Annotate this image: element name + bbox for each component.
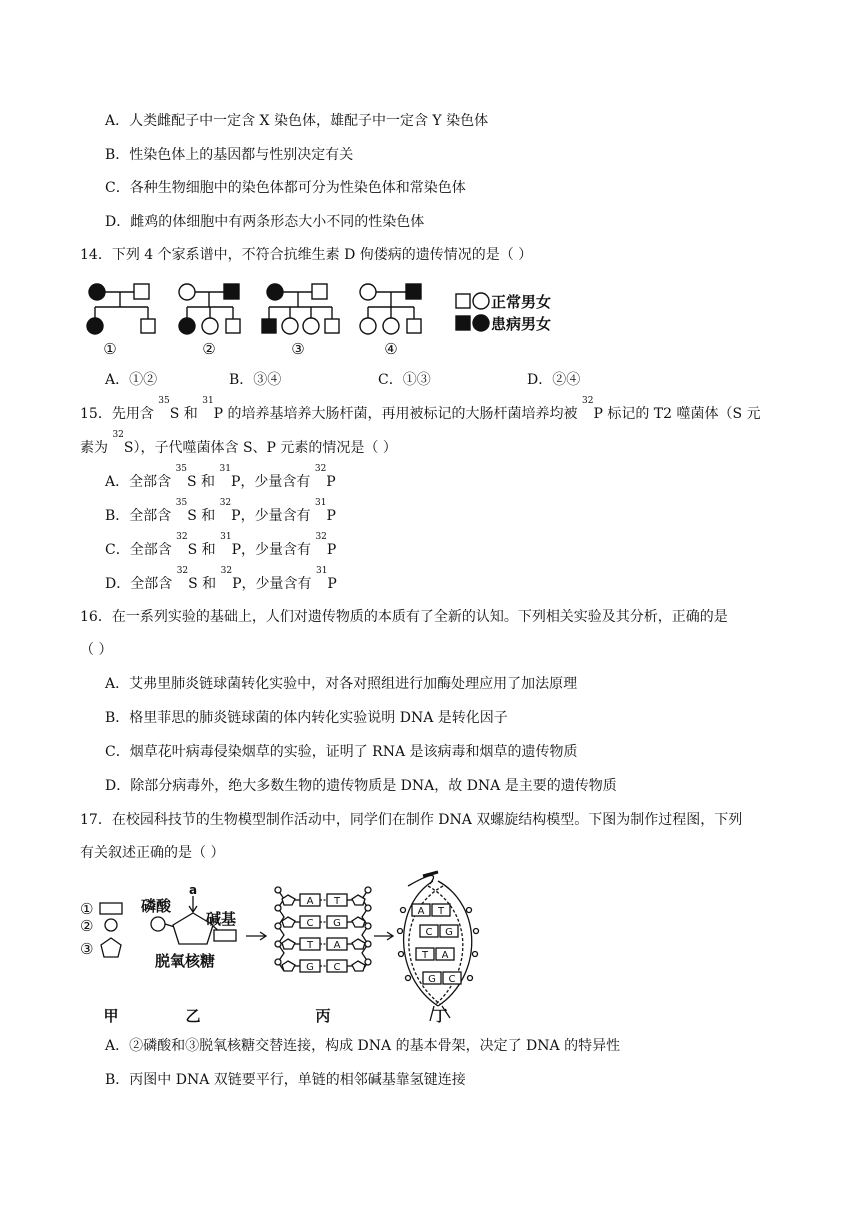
q14-stem: 14．下列 4 个家系谱中，不符合抗维生素 D 佝偻病的遗传情况的是（ ） — [80, 247, 533, 263]
pedigree-2 — [179, 284, 240, 334]
q15-option-d: D．全部含 $^{32}$S 和 $^{32}$P，少量含有 $^{31}$P — [105, 566, 337, 592]
pedigree-label-4: ④ — [384, 340, 398, 358]
bing-pair-2-right: G — [333, 918, 341, 929]
bing-pair-1-left: A — [306, 896, 314, 907]
q14-option-c: C．①③ — [378, 372, 431, 388]
q14-option-d: D．②④ — [527, 372, 581, 388]
pedigree-3 — [262, 284, 339, 334]
q13-option-a: A．人类雌配子中一定含 X 染色体，雄配子中一定含 Y 染色体 — [105, 113, 489, 129]
ding-pair-2-right: G — [445, 927, 453, 938]
q14-option-b: B．③④ — [229, 372, 282, 388]
dna-model-figure — [78, 866, 498, 1026]
q16-stem-line1: 16．在一系列实验的基础上，人们对遗传物质的本质有了全新的认知。下列相关实验及其分析，正确的是 — [80, 609, 728, 625]
ding-pair-3-left: T — [421, 950, 429, 961]
label-base: 碱基 — [206, 910, 237, 928]
pedigree-label-2: ② — [202, 340, 216, 358]
q15-stem-line2: 素为 $^{32}$S），子代噬菌体含 S、P 元素的情况是（ ） — [80, 430, 397, 456]
panel-label-ding: 丁 — [432, 1007, 448, 1025]
q13-option-d: D．雌鸡的体细胞中有两条形态大小不同的性染色体 — [105, 214, 425, 230]
panel-label-jia: 甲 — [103, 1007, 119, 1025]
ding-pair-4-left: G — [428, 974, 436, 985]
q14-options — [105, 370, 580, 390]
bing-pair-1-right: T — [333, 896, 341, 907]
q17-stem-line2: 有关叙述正确的是（ ） — [80, 845, 225, 861]
bing-pair-2-left: C — [306, 918, 314, 929]
bing-pair-4-right: C — [333, 962, 341, 973]
panel-label-yi: 乙 — [185, 1007, 201, 1025]
label-a: a — [189, 883, 198, 897]
bing-pair-4-left: G — [306, 962, 314, 973]
q16-option-a: A．艾弗里肺炎链球菌转化实验中，对各对照组进行加酶处理应用了加法原理 — [105, 676, 578, 692]
q14-option-a: A．①② — [105, 372, 158, 388]
pedigree-label-3: ③ — [291, 340, 305, 358]
legend-num-2: ② — [80, 917, 94, 935]
ding-pair-1-right: T — [437, 906, 445, 917]
pedigree-label-1: ① — [103, 340, 117, 358]
panel-ding — [398, 872, 479, 1021]
q16-option-b: B．格里菲思的肺炎链球菌的体内转化实验说明 DNA 是转化因子 — [105, 710, 508, 726]
q15-option-b: B．全部含 $^{35}$S 和 $^{32}$P，少量含有 $^{31}$P — [105, 498, 336, 524]
q17-option-a: A．②磷酸和③脱氧核糖交替连接，构成 DNA 的基本骨架，决定了 DNA 的特异性 — [105, 1038, 621, 1054]
q15-option-a: A．全部含 $^{35}$S 和 $^{31}$P，少量含有 $^{32}$P — [105, 464, 336, 490]
panel-jia — [100, 903, 122, 957]
legend-num-3: ③ — [80, 940, 94, 958]
q16-stem-line2: （ ） — [80, 642, 113, 658]
pedigree-1 — [87, 284, 155, 334]
pedigree-legend-symbols — [456, 293, 489, 331]
bing-pair-3-right: A — [333, 940, 341, 951]
legend-affected: 患病男女 — [491, 315, 552, 333]
legend-normal: 正常男女 — [491, 293, 552, 311]
bing-pair-3-left: T — [306, 940, 314, 951]
q16-option-c: C．烟草花叶病毒侵染烟草的实验，证明了 RNA 是该病毒和烟草的遗传物质 — [105, 744, 578, 760]
label-phosphate: 磷酸 — [141, 897, 172, 915]
q15-option-c: C．全部含 $^{32}$S 和 $^{31}$P，少量含有 $^{32}$P — [105, 532, 337, 558]
q13-option-b: B．性染色体上的基因都与性别决定有关 — [105, 147, 354, 163]
pedigree-4 — [360, 284, 421, 334]
q16-option-d: D．除部分病毒外，绝大多数生物的遗传物质是 DNA，故 DNA 是主要的遗传物质 — [105, 778, 617, 794]
ding-pair-2-left: C — [425, 927, 433, 938]
panel-label-bing: 丙 — [315, 1007, 331, 1025]
q17-option-b: B．丙图中 DNA 双链要平行，单链的相邻碱基靠氢键连接 — [105, 1072, 466, 1088]
ding-pair-1-left: A — [417, 906, 425, 917]
ding-pair-4-right: C — [448, 974, 456, 985]
legend-num-1: ① — [80, 900, 94, 918]
label-sugar: 脱氧核糖 — [155, 952, 216, 970]
pedigree-figure — [80, 278, 600, 360]
q17-stem-line1: 17．在校园科技节的生物模型制作活动中，同学们在制作 DNA 双螺旋结构模型。下图为制作过程图，下列 — [80, 812, 743, 828]
q13-option-c: C．各种生物细胞中的染色体都可分为性染色体和常染色体 — [105, 180, 466, 196]
q15-stem-line1: 15．先用含 $^{35}$S 和 $^{31}$P 的培养基培养大肠杆菌，再用被标记的大肠杆菌培养均被 $^{32}$P 标记的 T2 噬菌体（S 元 — [80, 396, 761, 422]
ding-pair-3-right: A — [441, 950, 449, 961]
